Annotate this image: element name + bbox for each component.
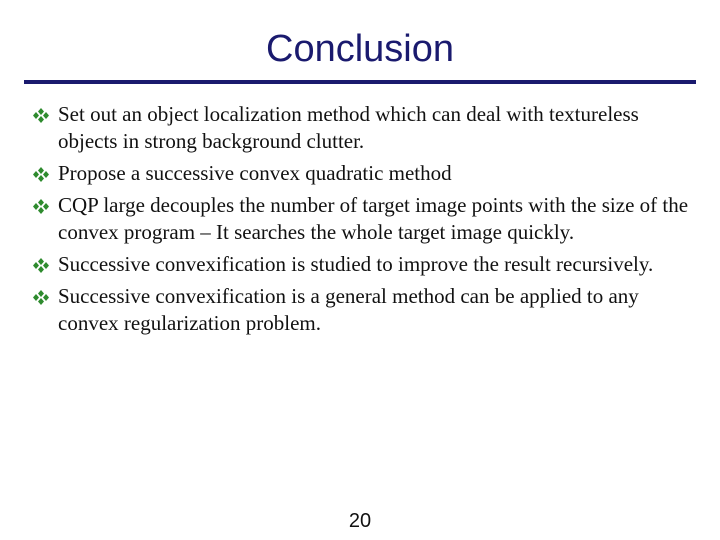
bullet-item [32,160,692,187]
bullet-list [32,101,692,342]
title-underline [24,80,696,84]
bullet-text: Successive convexification is a general method can be applied to any convex regularization problem. [58,284,639,335]
bullet-item [32,283,692,337]
diamond-quad-bullet-icon [32,258,50,273]
diamond-quad-bullet-icon [32,199,50,214]
bullet-item [32,192,692,246]
bullet-text: Propose a successive convex quadratic method [58,161,452,185]
diamond-quad-bullet-icon [32,290,50,305]
page-number: 20 [348,510,372,532]
bullet-text: Set out an object localization method which can deal with textureless objects in strong background clutter. [58,102,639,153]
bullet-item [32,101,692,155]
diamond-quad-bullet-icon [32,108,50,123]
diamond-quad-bullet-icon [32,167,50,182]
bullet-text: Successive convexification is studied to improve the result recursively. [58,252,654,276]
bullet-text: CQP large decouples the number of target image points with the size of the convex program – It searches the whole target image quickly. [58,193,689,244]
slide-title: Conclusion [266,28,454,70]
bullet-item [32,251,692,278]
